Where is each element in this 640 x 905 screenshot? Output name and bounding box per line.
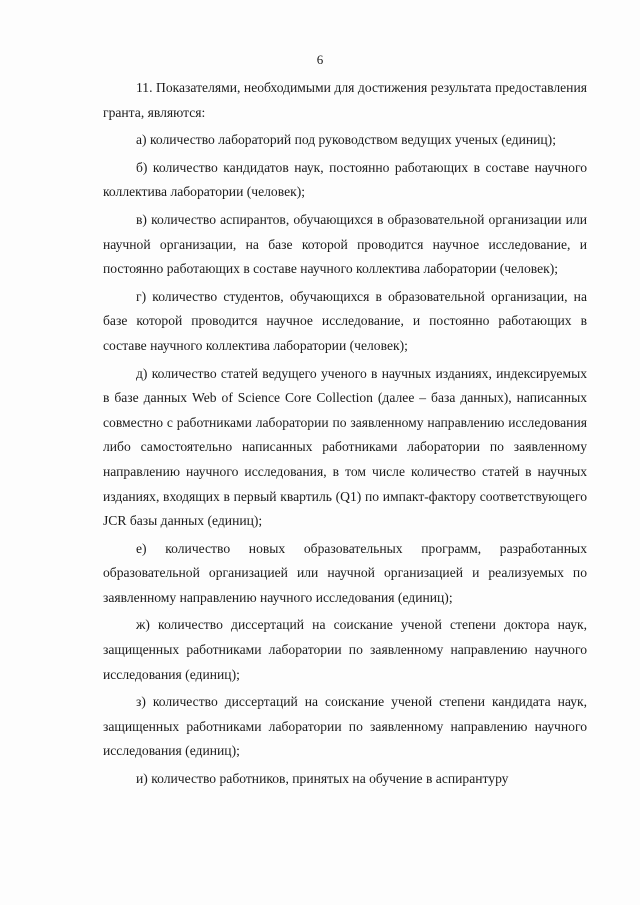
list-item-z: з) количество диссертаций на соискание ученой степени кандидата наук, защищенных работниками лаборатории по заявленному направлению научного исследования (единиц); (103, 694, 587, 759)
list-item-v: в) количество аспирантов, обучающихся в образовательной организации или научной организации, на базе которой проводится научное исследование, и постоянно работающих в составе научного коллектива лаборатории (человек); (103, 211, 587, 277)
paragraph-11-intro: 11. Показателями, необходимыми для достижения результата предоставления гранта, являются: (103, 80, 587, 120)
list-item-g: г) количество студентов, обучающихся в образовательной организации, на базе которой проводится научное исследование, и постоянно работающих в составе научного коллектива лаборатории (человек); (103, 288, 587, 353)
list-item-b: б) количество кандидатов наук, постоянно работающих в составе научного коллектива лаборатории (человек); (103, 159, 587, 200)
list-item-d: д) количество статей ведущего ученого в научных изданиях, индексируемых в базе данных Web of Science Core Collection (далее – база данных), написанных совместно с работниками лаборатории по заявленному направлению исследования либо самостоятельно написанных работниками лаборатории по заявленному направлению научного исследования, в том числе количество статей в научных изданиях, входящих в первый квартиль (Q1) по импакт-фактору соответствующего JCR базы данных (единиц); (103, 365, 587, 529)
list-item-zh: ж) количество диссертаций на соискание ученой степени доктора наук, защищенных работниками лаборатории по заявленному направлению научного исследования (единиц); (103, 617, 587, 682)
list-item-a: а) количество лабораторий под руководством ведущих ученых (единиц); (136, 132, 556, 148)
list-item-i: и) количество работников, принятых на обучение в аспирантуру (136, 771, 509, 787)
list-item-e: е) количество новых образовательных программ, разработанных образовательной организацией или научной организацией и реализуемых по заявленному направлению научного исследования (единиц); (103, 540, 587, 605)
document-body (103, 76, 587, 795)
page-number: 6 (316, 52, 324, 67)
